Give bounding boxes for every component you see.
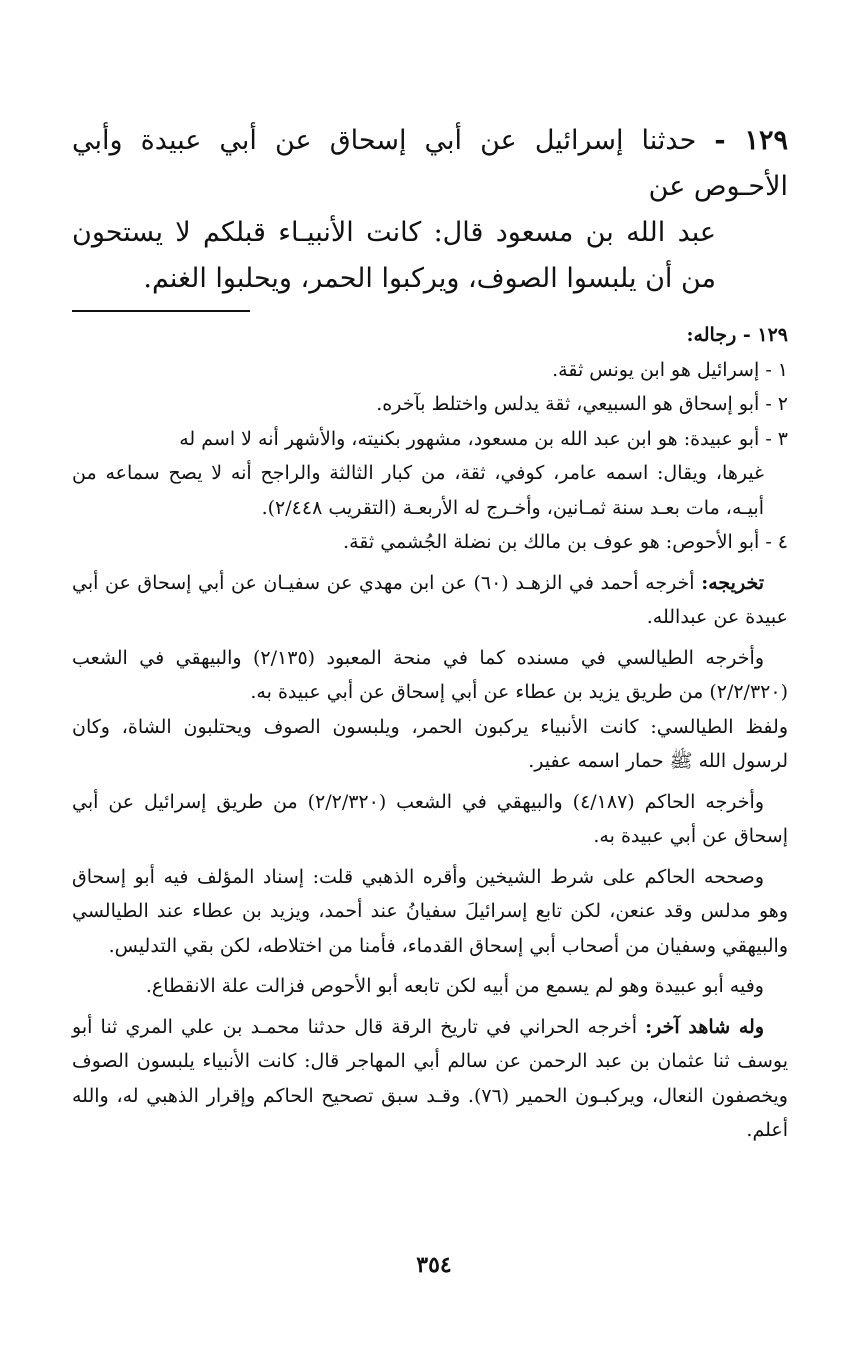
- paragraph-hakim: وأخرجه الحاكم (٤/١٨٧) والبيهقي في الشعب (٢/٢/٣٢٠) من طريق إسرائيل عن أبي إسحاق عن أبي عبيدة به.: [72, 790, 788, 847]
- narrator-number: ٢ -: [765, 393, 788, 415]
- narrator-4: [72, 525, 788, 560]
- narrator-2: [72, 387, 788, 422]
- shahid-label: وله شاهد آخر:: [645, 1015, 764, 1038]
- paragraph-shahid: [72, 1010, 788, 1148]
- paragraph-tayalisi: وأخرجه الطيالسي في مسنده كما في منحة المعبود (٢/١٣٥) والبيهقي في الشعب (٢/٢/٣٢٠) من طريق يزيد بن عطاء عن أبي إسحاق عن أبي عبيدة به.: [72, 646, 788, 703]
- paragraph-tayalisi-wording: ولفظ الطيالسي: كانت الأنبياء يركبون الحمر، ويلبسون الصوف ويحتلبون الشاة، وكان لرسول الله ﷺ حمار اسمه عفير.: [72, 715, 788, 772]
- hadith-number: ١٢٩ -: [714, 125, 788, 156]
- narrator-1: [72, 353, 788, 388]
- narrator-text: إسرائيل هو ابن يونس ثقة.: [552, 358, 760, 381]
- narrator-number: ٣ -: [765, 427, 788, 450]
- hadith-text: [72, 118, 788, 302]
- hadith-line-2: عبد الله بن مسعود قال: كانت الأنبيـاء قبلكم لا يستحون من أن: [72, 217, 716, 294]
- narrator-text: أبو عبيدة: هو ابن عبد الله بن مسعود، مشهور بكنيته، والأشهر أنه لا اسم له: [179, 427, 760, 450]
- narrator-text-continued: غيرها، ويقال: اسمه عامر، كوفي، ثقة، من كبار الثالثة والراجح أنه لا يصح سماعه من أبيـه، مات بعـد سنة ثمـانين، وأخـرج له الأربعـة (التقريب ٢/٤٤٨).: [72, 462, 764, 519]
- footnote-heading: ١٢٩ - رجاله:: [686, 324, 788, 346]
- paragraph-assessment: وصححه الحاكم على شرط الشيخين وأقره الذهبي قلت: إسناد المؤلف فيه أبو إسحاق وهو مدلس وقد عنعن، لكن تابع إسرائيلَ سفيانُ عند أحمد، ويزيد بن عطاء عند الطيالسي والبيهقي وسفيان من أصحاب أبي إسحاق القدماء، فأمنا من اختلاطه، لكن بقي التدليس.: [72, 865, 788, 957]
- hadith-line-3: يلبسوا الصوف، ويركبوا الحمر، ويحلبوا الغنم.: [143, 263, 637, 294]
- footnotes: [72, 318, 788, 1148]
- hadith-line-1: حدثنا إسرائيل عن أبي إسحاق عن أبي عبيدة وأبي الأحـوص عن: [72, 125, 788, 202]
- narrator-number: ١ -: [765, 358, 788, 381]
- narrator-number: ٤ -: [765, 531, 788, 553]
- narrator-text: أبو إسحاق هو السبيعي، ثقة يدلس واختلط بآخره.: [376, 393, 760, 415]
- footnote-separator: [72, 310, 250, 312]
- narrator-3: [72, 422, 788, 526]
- narrator-text: أبو الأحوص: هو عوف بن مالك بن نضلة الجُشمي ثقة.: [343, 531, 760, 553]
- takhrij-label: تخريجه:: [701, 571, 764, 594]
- page-number: ٣٥٤: [416, 1252, 452, 1278]
- takhrij-text: أخرجه أحمد في الزهـد (٦٠) عن ابن مهدي عن سفيـان عن أبي إسحاق عن أبي عبيدة عن عبدالله.: [72, 571, 788, 628]
- takhrij-paragraph: [72, 566, 788, 635]
- paragraph-inqita: وفيه أبو عبيدة وهو لم يسمع من أبيه لكن تابعه أبو الأحوص فزالت علة الانقطاع.: [145, 975, 764, 997]
- hadith-continuation: [72, 210, 788, 302]
- book-page: [72, 118, 788, 1298]
- shahid-text: أخرجه الحراني في تاريخ الرقة قال حدثنا محمـد بن علي المري ثنا أبو يوسف ثنا عثمان بن عبد الرحمن عن سالم أبي المهاجر قال: كانت الأنبياء يلبسون الصوف ويخصفون النعال، ويركبـون الحمير (٧٦). وقـد سبق تصحيح الحاكم وإقرار الذهبي له، والله أعلم.: [72, 1015, 788, 1141]
